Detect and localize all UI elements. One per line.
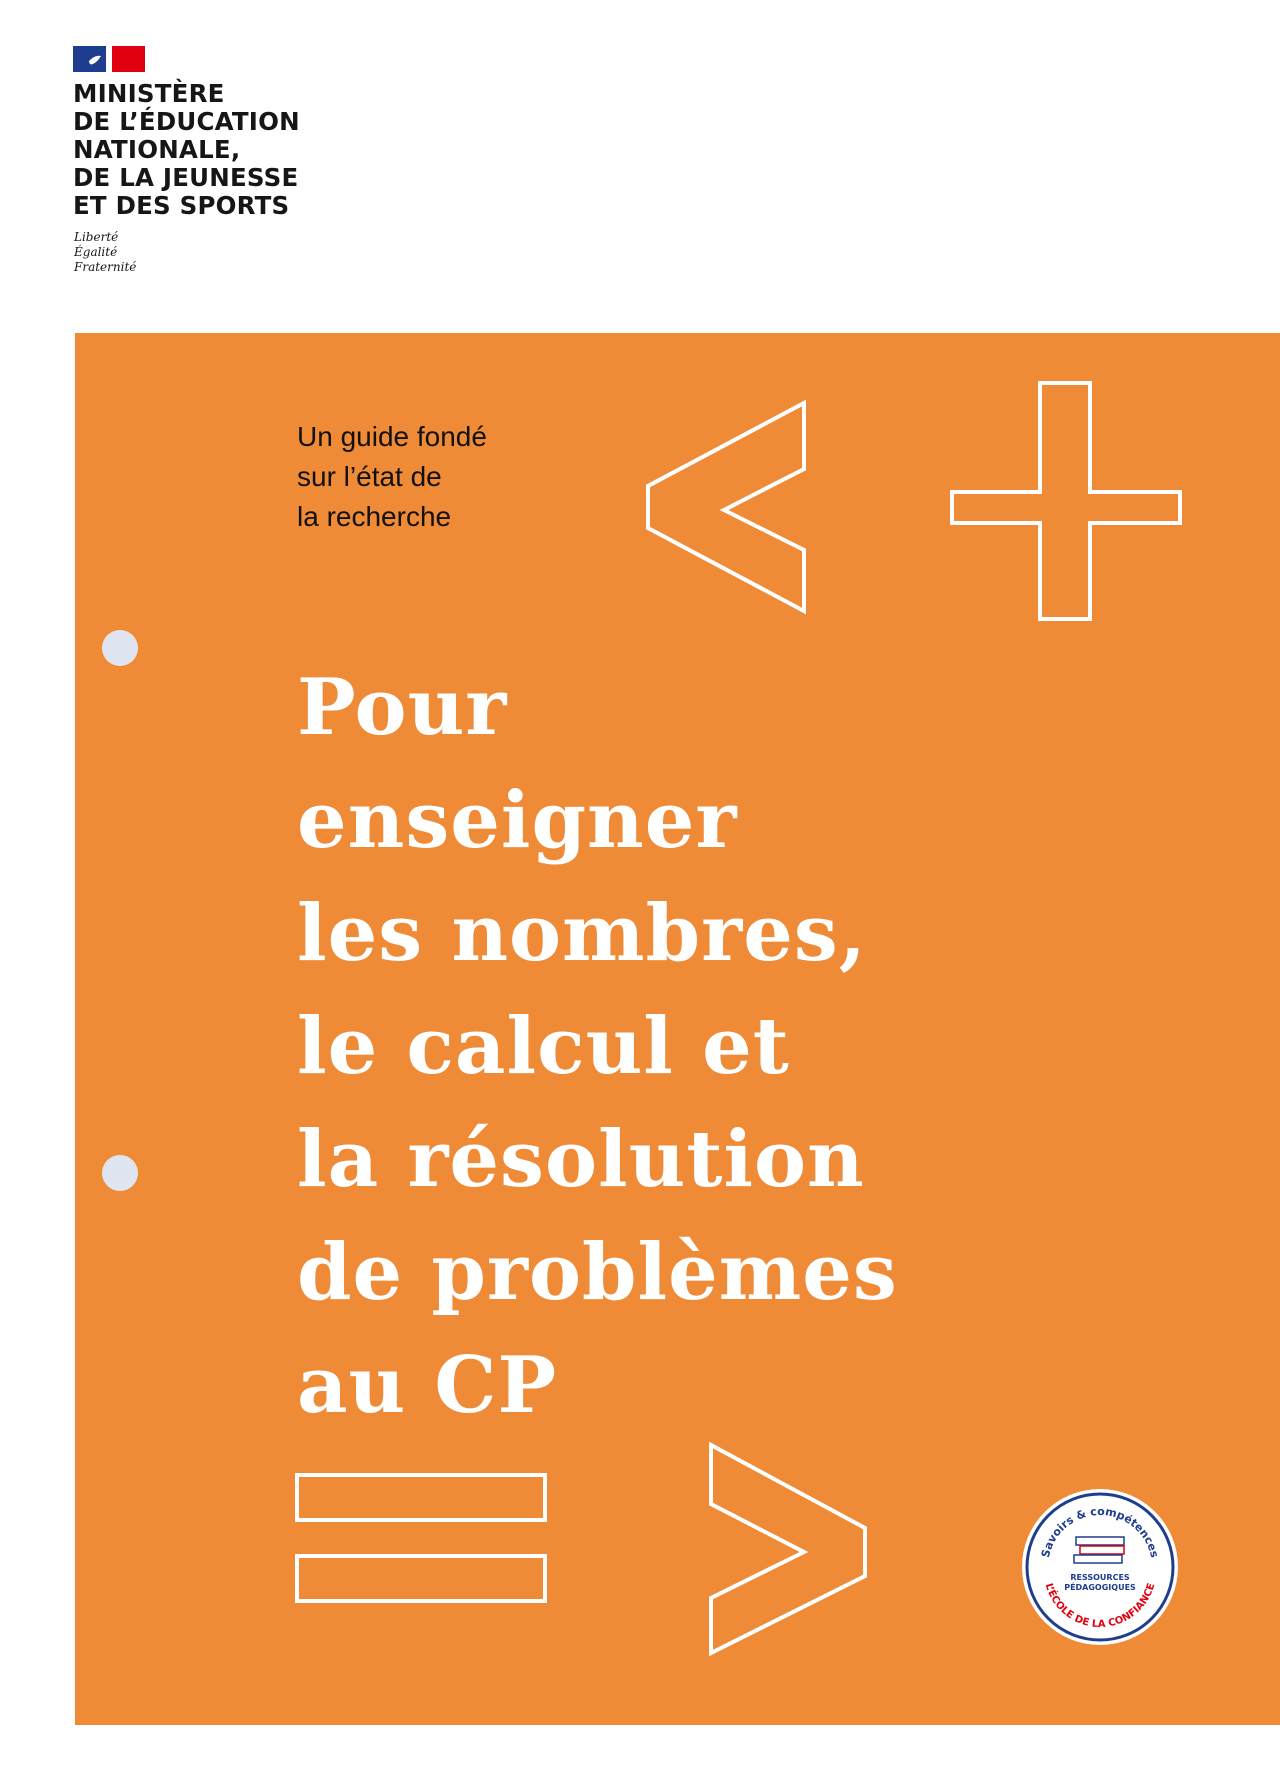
- ministry-line: DE L’ÉDUCATION: [73, 107, 300, 136]
- republic-motto: [74, 230, 136, 275]
- equals-icon: [297, 1556, 545, 1601]
- subtitle-line: la recherche: [297, 501, 452, 532]
- badge-top-text: Savoirs & compétences: [1038, 1504, 1162, 1559]
- ministry-line: DE LA JEUNESSE: [73, 163, 299, 192]
- plus-icon: [952, 383, 1180, 619]
- subtitle-line: Un guide fondé: [297, 421, 487, 452]
- ministry-line: MINISTÈRE: [73, 79, 225, 108]
- republic-flag-icon: [73, 46, 145, 72]
- title-line: les nombres,: [297, 888, 867, 979]
- badge-center-line: PÉDAGOGIQUES: [1064, 1583, 1136, 1592]
- title-line: de problèmes: [297, 1227, 898, 1318]
- ministry-name: [73, 80, 393, 220]
- ministry-line: NATIONALE,: [73, 135, 241, 164]
- greater-than-icon: [711, 1445, 865, 1653]
- badge-bottom-text: L’ÉCOLE DE LA CONFIANCE: [1042, 1581, 1158, 1631]
- subtitle-line: sur l’état de: [297, 461, 442, 492]
- title-line: au CP: [297, 1340, 558, 1431]
- motto-line: Fraternité: [74, 260, 137, 274]
- badge-center-line: RESSOURCES: [1070, 1573, 1130, 1582]
- title-line: Pour: [297, 662, 508, 753]
- title-line: la résolution: [297, 1114, 865, 1205]
- ministry-line: ET DES SPORTS: [73, 191, 290, 220]
- motto-line: Liberté: [74, 230, 119, 244]
- equals-icon: [297, 1475, 545, 1520]
- title-line: le calcul et: [297, 1001, 790, 1092]
- ressources-pedagogiques-badge: [1020, 1487, 1180, 1647]
- motto-line: Égalité: [74, 245, 118, 259]
- title-line: enseigner: [297, 775, 738, 866]
- less-than-icon: [648, 403, 804, 611]
- books-icon: [1074, 1537, 1124, 1563]
- cover-panel: [75, 333, 1280, 1725]
